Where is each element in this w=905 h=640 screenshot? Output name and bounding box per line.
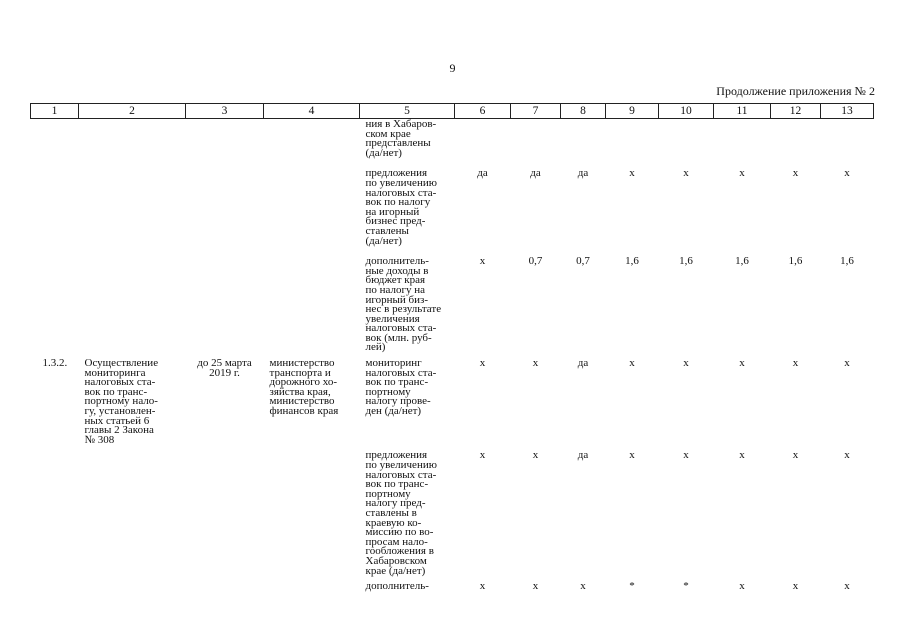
value-cell-col-10 bbox=[659, 119, 714, 170]
indicator-description: дополнитель- ные доходы в бюджет края по налогу на игорный биз- нес в результате увеличения налоговых ста- вок (млн. руб- лей) bbox=[365, 255, 442, 354]
item-number bbox=[31, 119, 79, 170]
value-cell-col-8: да bbox=[577, 167, 589, 180]
value-cell-col-7: х bbox=[532, 357, 539, 370]
value-cell-col-11 bbox=[714, 119, 771, 170]
appendix-table bbox=[30, 103, 874, 592]
value-cell-col-12: х bbox=[792, 357, 799, 370]
value-cell-col-9: х bbox=[629, 449, 635, 462]
header-col-11: 11 bbox=[714, 104, 771, 119]
header-col-4: 4 bbox=[264, 104, 360, 119]
header-col-12: 12 bbox=[771, 104, 821, 119]
value-cell-col-11: х bbox=[739, 449, 745, 462]
responsible-party bbox=[264, 582, 360, 592]
value-cell-col-13 bbox=[821, 119, 874, 170]
value-cell-col-12: х bbox=[792, 167, 799, 180]
indicator-description: дополнитель- bbox=[365, 580, 429, 593]
value-cell-col-8: да bbox=[577, 449, 589, 462]
value-cell-col-11: х bbox=[739, 167, 745, 180]
header-col-8: 8 bbox=[561, 104, 606, 119]
item-number bbox=[31, 257, 79, 359]
value-cell-col-13: х bbox=[844, 167, 850, 180]
header-col-10: 10 bbox=[659, 104, 714, 119]
item-number bbox=[31, 169, 79, 257]
measure-description bbox=[79, 582, 186, 592]
value-cell-col-8: да bbox=[577, 357, 589, 370]
indicator-description: ния в Хабаров- ском крае представлены (да/нет) bbox=[365, 118, 437, 159]
value-cell-col-9: х bbox=[629, 357, 635, 370]
value-cell-col-6: х bbox=[479, 255, 486, 268]
measure-description bbox=[79, 451, 186, 582]
table-row bbox=[31, 119, 874, 170]
measure-description bbox=[79, 257, 186, 359]
header-col-13: 13 bbox=[821, 104, 874, 119]
header-col-3: 3 bbox=[186, 104, 264, 119]
continuation-label: Продолжение приложения № 2 bbox=[716, 84, 875, 98]
table-row bbox=[31, 169, 874, 257]
deadline bbox=[186, 257, 264, 359]
measure-description bbox=[79, 119, 186, 170]
value-cell-col-13: х bbox=[844, 357, 850, 370]
value-cell-col-7: х bbox=[532, 449, 539, 462]
table-row bbox=[31, 451, 874, 582]
value-cell-col-10: 1,6 bbox=[679, 255, 693, 268]
measure-description bbox=[79, 169, 186, 257]
header-col-6: 6 bbox=[455, 104, 511, 119]
item-number: 1.3.2. bbox=[42, 357, 68, 370]
responsible-party bbox=[264, 119, 360, 170]
value-cell-col-8: 0,7 bbox=[576, 255, 590, 268]
indicator-description: предложения по увеличению налоговых ста- вок по транс- портному налогу пред- ставлены в краевую ко- миссию по во- просам нало- гообложения в Хабаровском крае (да/нет) bbox=[365, 449, 437, 577]
deadline bbox=[186, 582, 264, 592]
header-col-9: 9 bbox=[606, 104, 659, 119]
value-cell-col-10: * bbox=[683, 580, 689, 593]
value-cell-col-11: х bbox=[739, 580, 745, 593]
responsible-party bbox=[264, 257, 360, 359]
value-cell-col-13: х bbox=[844, 449, 850, 462]
value-cell-col-7 bbox=[511, 119, 561, 170]
deadline: до 25 марта 2019 г. bbox=[197, 357, 252, 379]
item-number bbox=[31, 582, 79, 592]
responsible-party bbox=[264, 169, 360, 257]
value-cell-col-11: х bbox=[739, 357, 745, 370]
responsible-party: министерство транспорта и дорожного хо- зяйства края, министерство финансов края bbox=[269, 357, 339, 418]
measure-description: Осуществление мониторинга налоговых ста- вок по транс- портному нало- гу, установлен- ных статьей 6 главы 2 Закона № 308 bbox=[84, 357, 159, 446]
value-cell-col-10: х bbox=[683, 357, 689, 370]
header-row bbox=[31, 104, 874, 119]
header-col-7: 7 bbox=[511, 104, 561, 119]
header-col-2: 2 bbox=[79, 104, 186, 119]
header-col-5: 5 bbox=[360, 104, 455, 119]
value-cell-col-9: 1,6 bbox=[625, 255, 639, 268]
value-cell-col-13: 1,6 bbox=[840, 255, 854, 268]
value-cell-col-13: х bbox=[844, 580, 850, 593]
value-cell-col-9 bbox=[606, 119, 659, 170]
value-cell-col-12 bbox=[771, 119, 821, 170]
value-cell-col-6: да bbox=[477, 167, 488, 180]
responsible-party bbox=[264, 451, 360, 582]
value-cell-col-12: х bbox=[792, 449, 799, 462]
deadline bbox=[186, 451, 264, 582]
deadline bbox=[186, 169, 264, 257]
value-cell-col-6: х bbox=[479, 580, 486, 593]
value-cell-col-9: * bbox=[629, 580, 635, 593]
value-cell-col-7: да bbox=[530, 167, 541, 180]
value-cell-col-7: 0,7 bbox=[528, 255, 543, 268]
value-cell-col-7: х bbox=[532, 580, 539, 593]
value-cell-col-12: 1,6 bbox=[788, 255, 803, 268]
value-cell-col-6: х bbox=[479, 357, 486, 370]
value-cell-col-6: х bbox=[479, 449, 486, 462]
indicator-description: предложения по увеличению налоговых ста- вок по налогу на игорный бизнес пред- ставлены (да/нет) bbox=[365, 167, 437, 247]
table-row bbox=[31, 257, 874, 359]
value-cell-col-6 bbox=[455, 119, 511, 170]
value-cell-col-8 bbox=[561, 119, 606, 170]
value-cell-col-10: х bbox=[683, 449, 689, 462]
page-number: 9 bbox=[449, 61, 456, 75]
value-cell-col-12: х bbox=[792, 580, 799, 593]
value-cell-col-9: х bbox=[629, 167, 635, 180]
item-number bbox=[31, 451, 79, 582]
header-col-1: 1 bbox=[31, 104, 79, 119]
table-row bbox=[31, 582, 874, 592]
table-row bbox=[31, 359, 874, 451]
deadline bbox=[186, 119, 264, 170]
value-cell-col-11: 1,6 bbox=[735, 255, 749, 268]
value-cell-col-10: х bbox=[683, 167, 689, 180]
value-cell-col-8: х bbox=[580, 580, 586, 593]
indicator-description: мониторинг налоговых ста- вок по транс- портному налогу прове- ден (да/нет) bbox=[365, 357, 437, 418]
